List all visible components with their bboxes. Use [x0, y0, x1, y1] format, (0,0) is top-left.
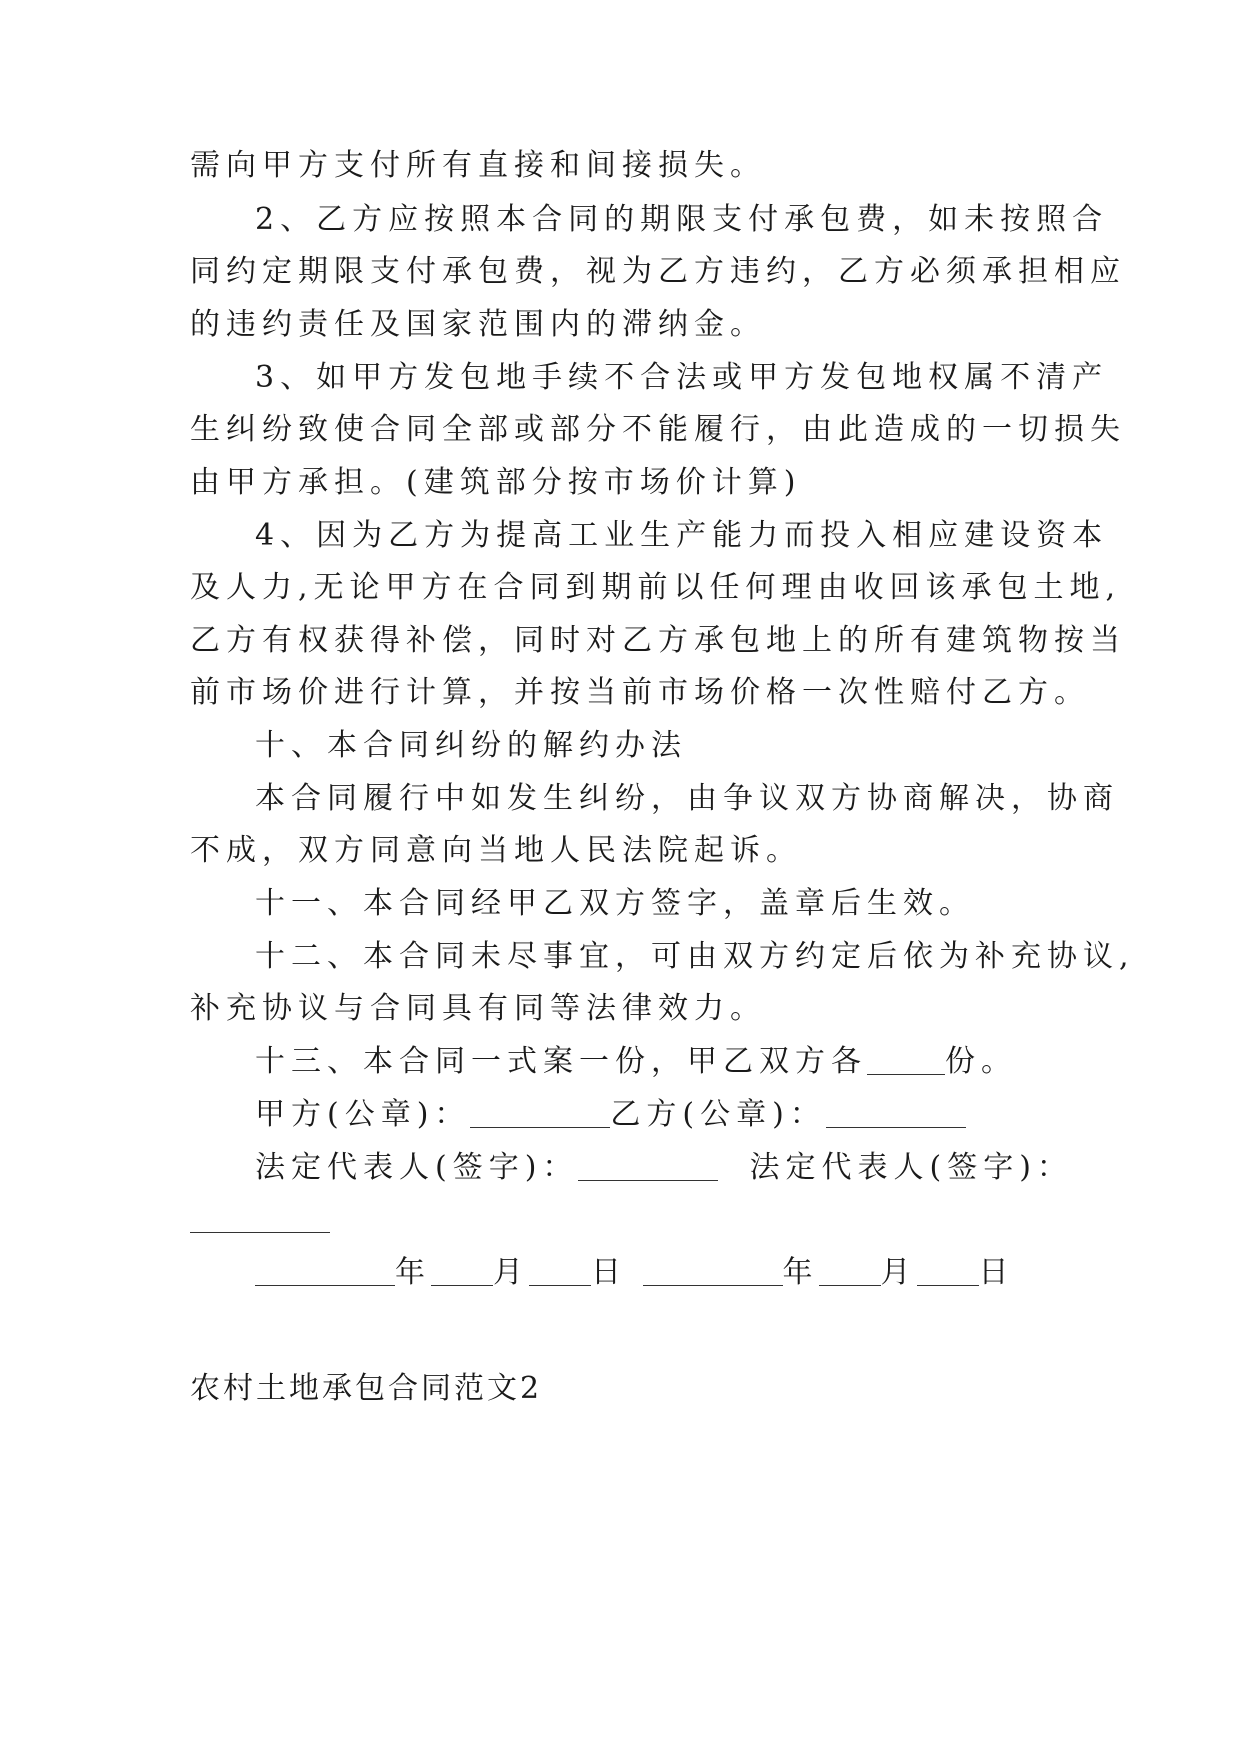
section-10-title: 十、本合同纠纷的解约办法 [255, 728, 687, 763]
day-b-label: 日 [978, 1255, 1015, 1290]
next-document-title: 农村土地承包合同范文2 [190, 1371, 543, 1406]
year-a-label: 年 [395, 1255, 431, 1290]
section-10-line-2: 不成，双方同意向当地人民法院起诉。 [190, 833, 802, 868]
section-13-text: 十三、本合同一式案一份，甲乙双方各 [255, 1044, 867, 1079]
year-a-blank [255, 1255, 395, 1286]
paragraph-line: 需向甲方支付所有直接和间接损失。 [190, 148, 766, 183]
party-a-seal-label: 甲方(公章)： [255, 1097, 471, 1132]
party-b-seal-blank [826, 1097, 966, 1128]
month-b-label: 月 [880, 1255, 917, 1290]
section-13-suffix: 份。 [945, 1044, 1017, 1079]
clause-2-line-3: 的违约责任及国家范围内的滞纳金。 [190, 307, 766, 342]
rep-a-label: 法定代表人(签字)： [255, 1150, 579, 1185]
section-12-line-1: 十二、本合同未尽事宜，可由双方约定后依为补充协议, [255, 939, 1135, 974]
date-line [255, 1253, 1241, 1293]
clause-4-line-1: 4、因为乙方为提高工业生产能力而投入相应建设资本 [255, 518, 1109, 553]
copies-blank [867, 1044, 945, 1075]
rep-b-label: 法定代表人(签字)： [749, 1150, 1073, 1185]
day-a-blank [529, 1255, 591, 1286]
clause-2-line-2: 同约定期限支付承包费，视为乙方违约，乙方必须承担相应 [190, 254, 1126, 289]
party-seal-line [255, 1095, 1241, 1135]
clause-3-line-2: 生纠纷致使合同全部或部分不能履行，由此造成的一切损失 [190, 412, 1126, 447]
clause-4-line-4: 前市场价进行计算，并按当前市场价格一次性赔付乙方。 [190, 675, 1090, 710]
rep-b-blank-row [190, 1200, 330, 1240]
month-a-blank [431, 1255, 493, 1286]
clause-2-line-1: 2、乙方应按照本合同的期限支付承包费，如未按照合 [255, 202, 1109, 237]
day-b-blank [917, 1255, 979, 1286]
month-b-blank [819, 1255, 881, 1286]
day-a-label: 日 [591, 1255, 627, 1290]
rep-b-blank [190, 1202, 330, 1233]
representative-line [255, 1148, 1241, 1188]
year-b-blank [643, 1255, 783, 1286]
month-a-label: 月 [493, 1255, 529, 1290]
party-a-seal-blank [470, 1097, 610, 1128]
clause-4-line-3: 乙方有权获得补偿，同时对乙方承包地上的所有建筑物按当 [190, 623, 1126, 658]
section-10-line-1: 本合同履行中如发生纠纷，由争议双方协商解决，协商 [255, 781, 1119, 816]
clause-3-line-1: 3、如甲方发包地手续不合法或甲方发包地权属不清产 [255, 360, 1109, 395]
rep-a-blank [578, 1150, 718, 1181]
section-12-line-2: 补充协议与合同具有同等法律效力。 [190, 991, 766, 1026]
clause-4-line-2: 及人力,无论甲方在合同到期前以任何理由收回该承包土地, [190, 570, 1122, 605]
party-b-seal-label: 乙方(公章)： [610, 1097, 826, 1132]
section-11: 十一、本合同经甲乙双方签字，盖章后生效。 [255, 886, 975, 921]
clause-3-line-3: 由甲方承担。(建筑部分按市场价计算) [190, 465, 802, 500]
section-13 [255, 1042, 1241, 1082]
year-b-label: 年 [782, 1255, 819, 1290]
